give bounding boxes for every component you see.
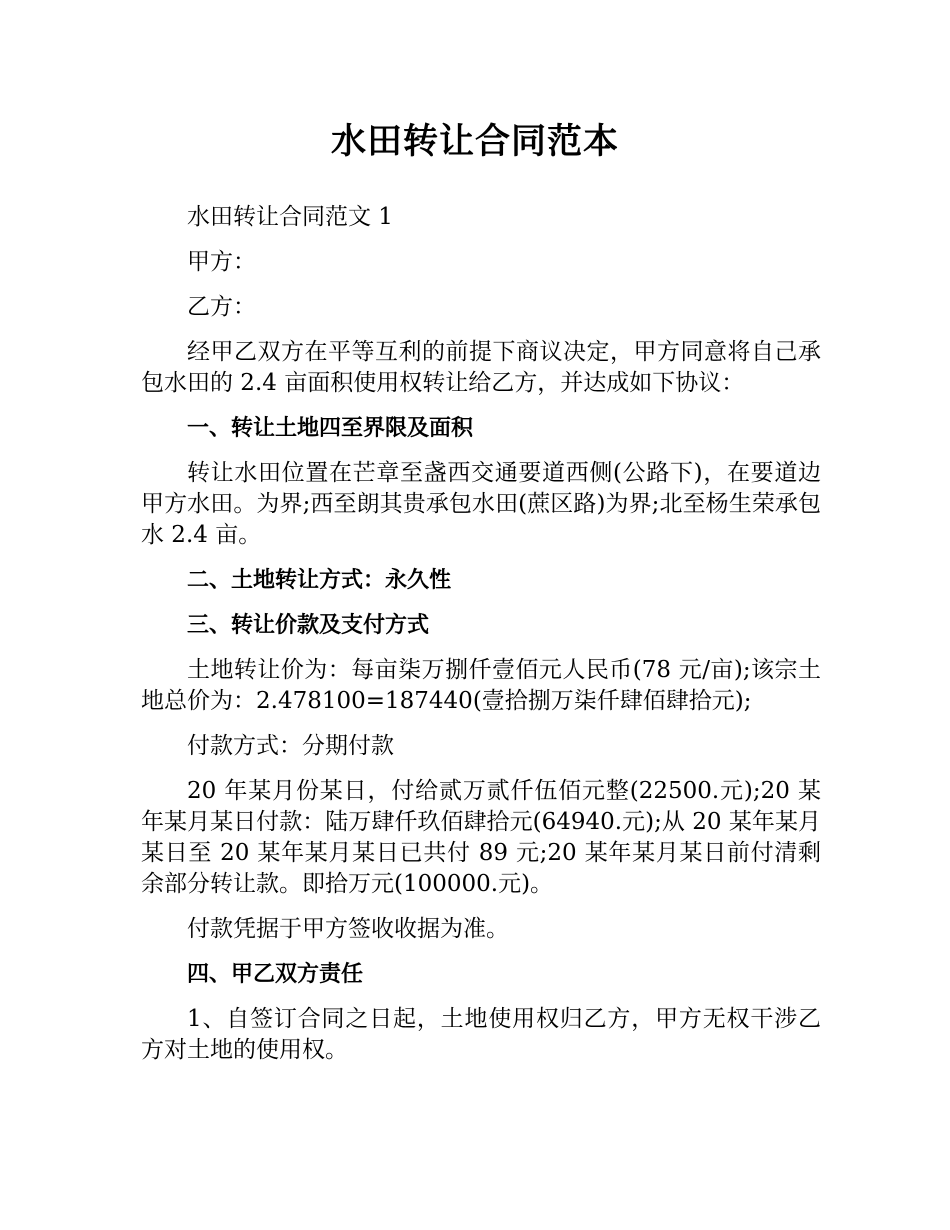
section-heading-transfer-method: 二、土地转让方式：永久性 — [187, 568, 452, 593]
paragraph-payment-receipt: 付款凭据于甲方签收收据为准。 — [187, 916, 509, 942]
section-heading-boundaries: 一、转让土地四至界限及面积 — [187, 416, 474, 441]
document-body — [141, 202, 821, 1080]
document-title: 水田转让合同范本 — [330, 122, 619, 162]
section-heading-responsibilities: 四、甲乙双方责任 — [187, 962, 364, 987]
paragraph-party-b: 乙方： — [187, 294, 256, 320]
paragraph-responsibility-1: 1、自签订合同之日起，土地使用权归乙方，甲方无权干涉乙方对土地的使用权。 — [141, 1006, 821, 1063]
paragraph-agreement-intro: 经甲乙双方在平等互利的前提下商议决定，甲方同意将自己承包水田的 2.4 亩面积使用权转让给乙方，并达成如下协议： — [141, 339, 821, 396]
paragraph-payment-schedule: 20 年某月份某日，付给贰万贰仟伍佰元整(22500.元);20 某年某月某日付款：陆万肆仟玖佰肆拾元(64940.元);从 20 某年某月某日至 20 某年某月某日已共付 89 元;20 某年某月某日前付清剩余部分转让款。即拾万元(100000.元)。 — [141, 778, 821, 897]
paragraph-transfer-price: 土地转让价为：每亩柒万捌仟壹佰元人民币(78 元/亩);该宗土地总价为：2.478100=187440(壹拾捌万柒仟肆佰肆拾元); — [141, 657, 821, 714]
paragraph-sample-label: 水田转让合同范文 1 — [187, 204, 393, 230]
paragraph-payment-method: 付款方式：分期付款 — [187, 733, 394, 759]
section-heading-price-payment: 三、转让价款及支付方式 — [187, 613, 430, 638]
paragraph-land-location: 转让水田位置在芒章至盏西交通要道西侧(公路下)，在要道边甲方水田。为界;西至朗其贵承包水田(蔗区路)为界;北至杨生荣承包水 2.4 亩。 — [141, 460, 821, 548]
paragraph-party-a: 甲方： — [187, 249, 256, 275]
